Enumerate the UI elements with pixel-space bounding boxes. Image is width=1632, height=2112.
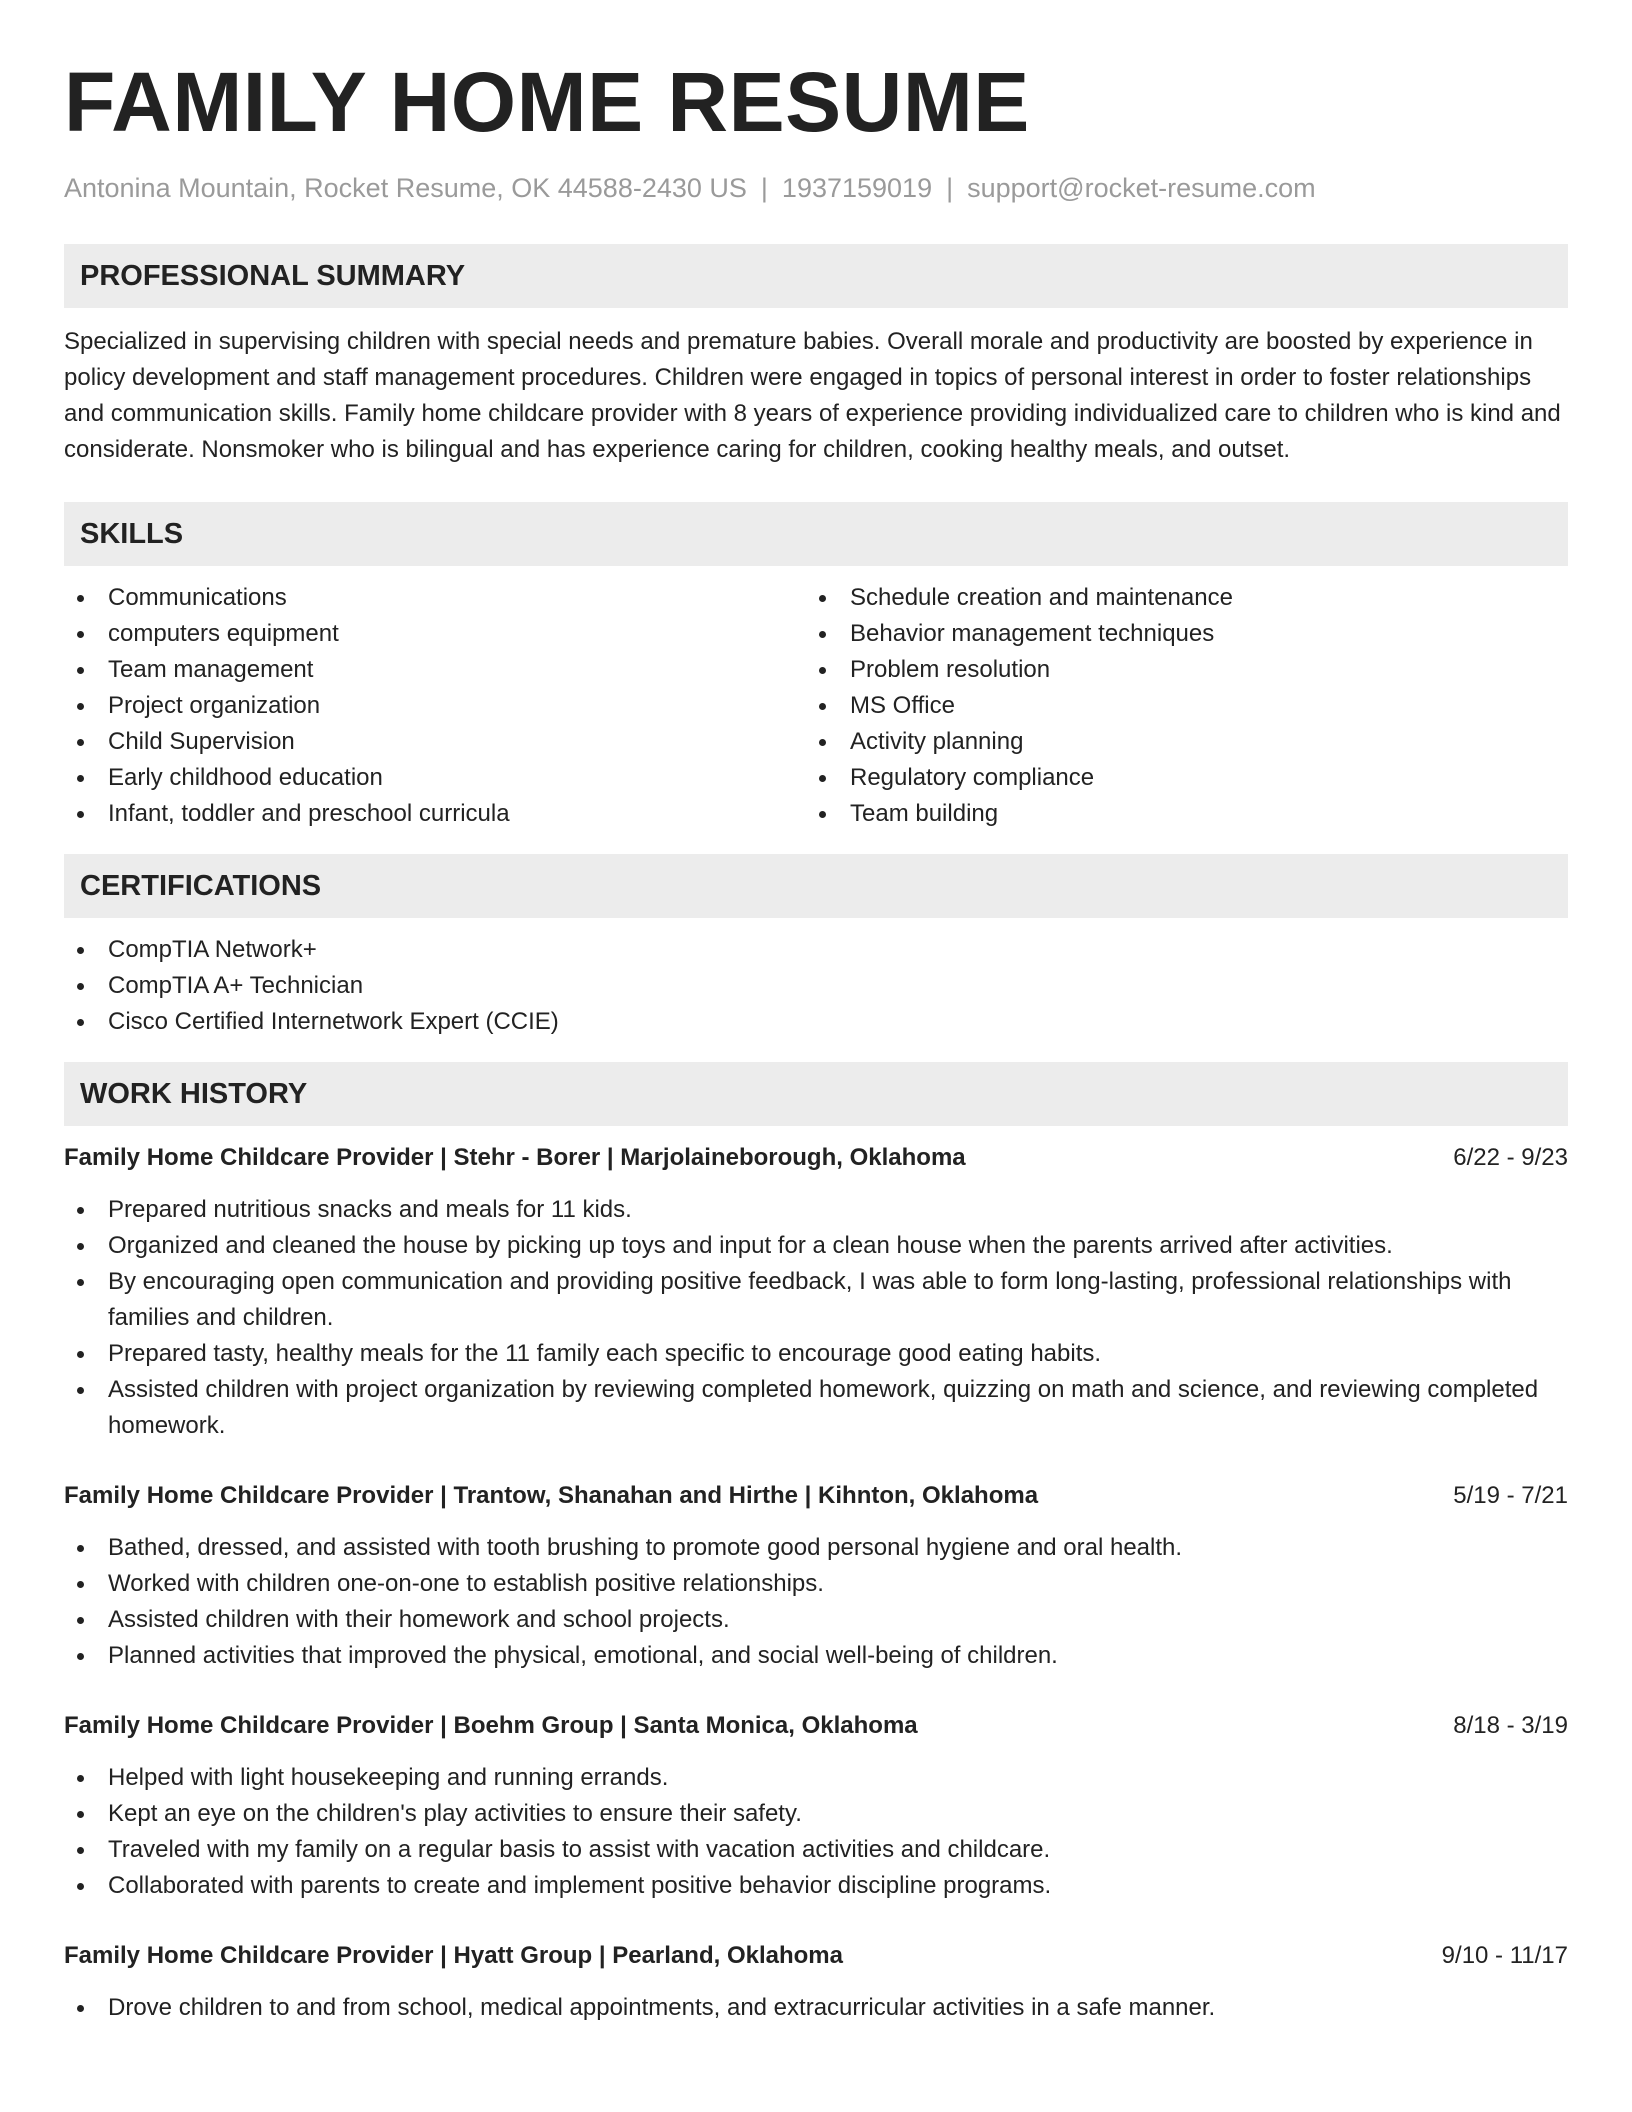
- skill-item: Regulatory compliance: [806, 760, 1233, 796]
- job-header: [64, 1708, 1568, 1744]
- job-bullet: Worked with children one-on-one to establish positive relationships.: [64, 1566, 1568, 1602]
- job-heading: Family Home Childcare Provider | Trantow, Shanahan and Hirthe | Kihnton, Oklahoma: [64, 1482, 1039, 1509]
- skill-item: Behavior management techniques: [806, 616, 1233, 652]
- certification-item: CompTIA Network+: [64, 932, 1568, 968]
- job-heading: Family Home Childcare Provider | Boehm Group | Santa Monica, Oklahoma: [64, 1712, 918, 1739]
- skill-item: Project organization: [64, 688, 806, 724]
- certifications-list: [64, 932, 1568, 1040]
- job-bullet: Traveled with my family on a regular basis to assist with vacation activities and childcare.: [64, 1832, 1568, 1868]
- job-bullet: Prepared nutritious snacks and meals for 11 kids.: [64, 1192, 1568, 1228]
- certification-item: CompTIA A+ Technician: [64, 968, 1568, 1004]
- job-header: [64, 1478, 1568, 1514]
- job-entry: [64, 1140, 1568, 1444]
- skill-item: Activity planning: [806, 724, 1233, 760]
- job-bullet: Assisted children with their homework and school projects.: [64, 1602, 1568, 1638]
- summary-text: Specialized in supervising children with special needs and premature babies. Overall morale and productivity are boosted by experience in policy development and staff management procedures. Children were engaged in topics of personal interest in order to foster relationships and communication skills. Family home childcare provider with 8 years of experience providing individualized care to children who is kind and considerate. Nonsmoker who is bilingual and has experience caring for children, cooking healthy meals, and outset.: [64, 328, 1561, 463]
- skill-item: Child Supervision: [64, 724, 806, 760]
- job-bullets: [64, 1192, 1568, 1444]
- certification-item: Cisco Certified Internetwork Expert (CCIE): [64, 1004, 1568, 1040]
- job-dates: 6/22 - 9/23: [1453, 1144, 1568, 1171]
- skill-item: Early childhood education: [64, 760, 806, 796]
- job-entry: [64, 1708, 1568, 1904]
- contact-separator: |: [946, 173, 954, 203]
- job-bullet: Assisted children with project organization by reviewing completed homework, quizzing on math and science, and reviewing completed homework.: [64, 1372, 1568, 1444]
- job-dates: 5/19 - 7/21: [1453, 1482, 1568, 1509]
- skill-item: Team building: [806, 796, 1233, 832]
- job-dates: 8/18 - 3/19: [1453, 1712, 1568, 1739]
- skill-item: Schedule creation and maintenance: [806, 580, 1233, 616]
- section-header-skills: SKILLS: [64, 502, 1568, 566]
- job-bullet: Prepared tasty, healthy meals for the 11 family each specific to encourage good eating habits.: [64, 1336, 1568, 1372]
- skill-item: Team management: [64, 652, 806, 688]
- job-bullet: Organized and cleaned the house by picking up toys and input for a clean house when the parents arrived after activities.: [64, 1228, 1568, 1264]
- job-bullet: Helped with light housekeeping and running errands.: [64, 1760, 1568, 1796]
- job-bullet: Bathed, dressed, and assisted with tooth brushing to promote good personal hygiene and oral health.: [64, 1530, 1568, 1566]
- skill-item: Communications: [64, 580, 806, 616]
- resume-title: FAMILY HOME RESUME: [64, 55, 1030, 149]
- skill-item: Infant, toddler and preschool curricula: [64, 796, 806, 832]
- skills-column-left: [64, 580, 806, 832]
- skill-item: MS Office: [806, 688, 1233, 724]
- job-heading: Family Home Childcare Provider | Stehr - Borer | Marjolaineborough, Oklahoma: [64, 1144, 966, 1171]
- job-bullet: Collaborated with parents to create and implement positive behavior discipline programs.: [64, 1868, 1568, 1904]
- job-entry: [64, 1478, 1568, 1674]
- section-header-work-history: WORK HISTORY: [64, 1062, 1568, 1126]
- contact-phone: 1937159019: [781, 173, 933, 203]
- contact-email: support@rocket-resume.com: [967, 173, 1316, 203]
- job-bullet: Kept an eye on the children's play activities to ensure their safety.: [64, 1796, 1568, 1832]
- job-heading: Family Home Childcare Provider | Hyatt Group | Pearland, Oklahoma: [64, 1942, 843, 1969]
- job-bullet: Drove children to and from school, medical appointments, and extracurricular activities in a safe manner.: [64, 1990, 1568, 2026]
- job-bullets: [64, 1760, 1568, 1904]
- job-bullets: [64, 1990, 1568, 2026]
- skills-column-right: [806, 580, 1233, 832]
- job-dates: 9/10 - 11/17: [1441, 1942, 1568, 1969]
- job-entry: [64, 1938, 1568, 2026]
- job-bullet: Planned activities that improved the physical, emotional, and social well-being of children.: [64, 1638, 1568, 1674]
- section-header-summary: PROFESSIONAL SUMMARY: [64, 244, 1568, 308]
- skills-grid: [64, 580, 1568, 832]
- section-header-certifications: CERTIFICATIONS: [64, 854, 1568, 918]
- contact-address: Antonina Mountain, Rocket Resume, OK 44588-2430 US: [64, 173, 747, 203]
- skill-item: Problem resolution: [806, 652, 1233, 688]
- contact-line: [64, 170, 1568, 206]
- job-header: [64, 1140, 1568, 1176]
- job-bullets: [64, 1530, 1568, 1674]
- contact-separator: |: [760, 173, 768, 203]
- job-bullet: By encouraging open communication and providing positive feedback, I was able to form long-lasting, professional relationships with families and children.: [64, 1264, 1568, 1336]
- skill-item: computers equipment: [64, 616, 806, 652]
- job-header: [64, 1938, 1568, 1974]
